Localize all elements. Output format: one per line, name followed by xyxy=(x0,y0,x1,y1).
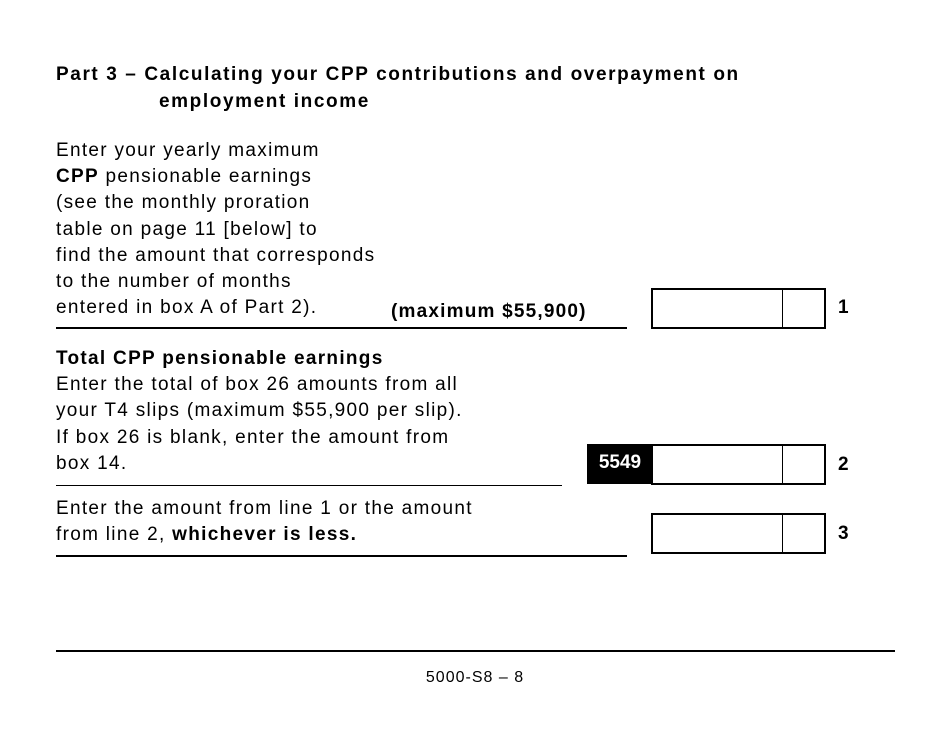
footer-page-label: 5000-S8 – 8 xyxy=(425,669,525,686)
line3-description xyxy=(56,496,473,548)
line1-text-1: Enter your yearly maximum xyxy=(56,140,320,161)
line2-text-2: your T4 slips (maximum $55,900 per slip). xyxy=(56,400,463,422)
line3-text-2 xyxy=(56,522,473,548)
part3-title-continued xyxy=(159,88,370,115)
line3-underline xyxy=(56,555,627,557)
line2-heading: Total CPP pensionable earnings xyxy=(56,348,384,369)
line1-text-6: to the number of months xyxy=(56,271,292,293)
line1-maximum-note: (maximum $55,900) xyxy=(391,301,587,322)
line2-number: 2 xyxy=(838,454,849,475)
line1-cpp-bold: CPP xyxy=(56,166,99,188)
line1-cents-divider xyxy=(782,290,783,327)
line2-cents-divider xyxy=(782,446,783,483)
line1-text-4: table on page 11 [below] to xyxy=(56,218,318,240)
part3-title xyxy=(56,61,740,88)
line3-text-2-plain: from line 2, xyxy=(56,524,173,546)
line2-text-1: Enter the total of box 26 amounts from all xyxy=(56,374,459,396)
line3-cents-divider xyxy=(782,515,783,552)
line1-number: 1 xyxy=(838,297,849,318)
line3-amount-field[interactable] xyxy=(651,513,826,554)
part3-title-line2: employment income xyxy=(159,91,370,112)
line2-text-3: If box 26 is blank, enter the amount from xyxy=(56,426,450,448)
line1-amount-field[interactable] xyxy=(651,288,826,329)
footer-rule xyxy=(56,650,895,652)
part3-title-line1: Part 3 – Calculating your CPP contributions and overpayment on xyxy=(56,64,740,85)
line3-text-1: Enter the amount from line 1 or the amount xyxy=(56,498,473,519)
line3-number: 3 xyxy=(838,523,849,544)
line2-code-box: 5549 xyxy=(587,444,653,484)
line2-description xyxy=(56,346,463,477)
line2-amount-field[interactable] xyxy=(651,444,826,485)
line1-text-2-rest: pensionable earnings xyxy=(98,166,313,188)
line1-text-7: entered in box A of Part 2). xyxy=(56,297,318,319)
line1-text-3: (see the monthly proration xyxy=(56,192,311,214)
line2-underline xyxy=(56,485,562,486)
line1-description xyxy=(56,138,375,321)
line1-underline xyxy=(56,327,627,329)
line2-text-4: box 14. xyxy=(56,452,128,474)
line1-text-5: find the amount that corresponds xyxy=(56,244,376,266)
line1-text-2 xyxy=(56,164,375,190)
line3-whichever-less: whichever is less. xyxy=(172,524,358,546)
